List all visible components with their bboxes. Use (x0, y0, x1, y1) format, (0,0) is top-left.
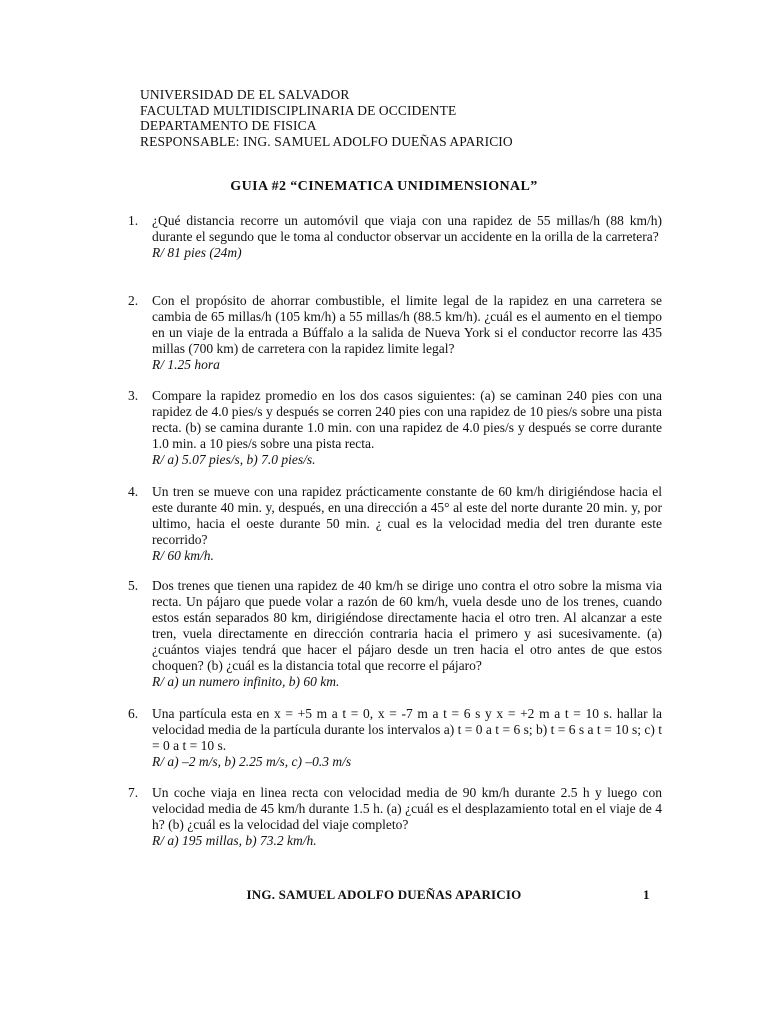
problem-answer: R/ a) 195 millas, b) 73.2 km/h. (152, 833, 317, 848)
problem-number: 4. (128, 484, 139, 499)
header-university: UNIVERSIDAD DE EL SALVADOR (140, 87, 350, 102)
problem-number: 2. (128, 293, 139, 308)
footer-author: ING. SAMUEL ADOLFO DUEÑAS APARICIO (246, 887, 522, 902)
problem-text: Compare la rapidez promedio en los dos casos siguientes: (a) se caminan 240 pies con una rapidez de 4.0 pies/s y después se corren 240 pies con una rapidez de 10 pies/s sobre una pista recta. (b) se camina durante 1.0 min. con una rapidez de 4.0 pies/s y después se corre durante 1.0 min. a 10 pies/s sobre una pista recta. (152, 388, 662, 451)
problem-number: 7. (128, 785, 139, 800)
header-department: DEPARTAMENTO DE FISICA (140, 118, 317, 133)
problem-answer: R/ a) –2 m/s, b) 2.25 m/s, c) –0.3 m/s (152, 754, 352, 769)
problem-text: Un coche viaja en linea recta con velocidad media de 90 km/h durante 2.5 h y luego con velocidad media de 45 km/h durante 1.5 h. (a) ¿cuál es el desplazamiento total en el viaje de 4 h? (b) ¿cuál es la velocidad del viaje completo? (152, 785, 662, 832)
document-title: GUIA #2 “CINEMATICA UNIDIMENSIONAL” (230, 179, 538, 194)
problem-text: Dos trenes que tienen una rapidez de 40 km/h se dirige uno contra el otro sobre la misma via recta. Un pájaro que puede volar a razón de 60 km/h, vuela desde uno de los trenes, cuando estos están separados 80 km, dirigiéndose directamente hacia el otro tren. Al alcanzar a este tren, vuela directamente en dirección contraria hacia el primero y asi sucesivamente. (a) ¿cuántos viajes tendrá que hacer el pájaro desde un tren hacia el otro antes de que estos choquen? (b) ¿cuál es la distancia total que recorre el pájaro? (152, 578, 662, 673)
problem-answer: R/ a) un numero infinito, b) 60 km. (152, 674, 340, 689)
problem-answer: R/ a) 5.07 pies/s, b) 7.0 pies/s. (152, 452, 316, 467)
problem-number: 3. (128, 388, 139, 403)
header-faculty: FACULTAD MULTIDISCIPLINARIA DE OCCIDENTE (140, 102, 457, 118)
problem-text: Con el propósito de ahorrar combustible, el limite legal de la rapidez en una carretera se cambia de 65 millas/h (105 km/h) a 55 millas/h (88.5 km/h). ¿cuál es el aumento en el tiempo en un viaje de la entrada a Búffalo a la salida de Nueva York si el conductor recorre las 435 millas (700 km) de carretera con la rapidez limite legal? (152, 293, 662, 356)
problem-number: 6. (128, 706, 139, 721)
problem-text: Un tren se mueve con una rapidez prácticamente constante de 60 km/h dirigiéndose hacia el este durante 40 min. y, después, en una dirección a 45° al este del norte durante 20 min. y, por ultimo, hacia el oeste durante 50 min. ¿ cual es la velocidad media del tren durante este recorrido? (152, 484, 662, 547)
page-number: 1 (643, 887, 650, 902)
problem-text: Una partícula esta en x = +5 m a t = 0, x = -7 m a t = 6 s y x = +2 m a t = 10 s. hallar la velocidad media de la partícula durante los intervalos a) t = 0 a t = 6 s; b) t = 6 s a t = 10 s; c) t = 0 a t = 10 s. (152, 706, 662, 753)
problem-number: 1. (128, 213, 139, 228)
problem-answer: R/ 60 km/h. (152, 548, 214, 563)
problem-answer: R/ 1.25 hora (152, 357, 220, 372)
header-responsible: RESPONSABLE: ING. SAMUEL ADOLFO DUEÑAS APARICIO (140, 133, 513, 149)
problem-answer: R/ 81 pies (24m) (152, 245, 242, 260)
problem-text: ¿Qué distancia recorre un automóvil que viaja con una rapidez de 55 millas/h (88 km/h) durante el segundo que le toma al conductor observar un accidente en la orilla de la carretera? (152, 213, 662, 244)
document-header (140, 87, 513, 149)
problem-number: 5. (128, 578, 139, 593)
